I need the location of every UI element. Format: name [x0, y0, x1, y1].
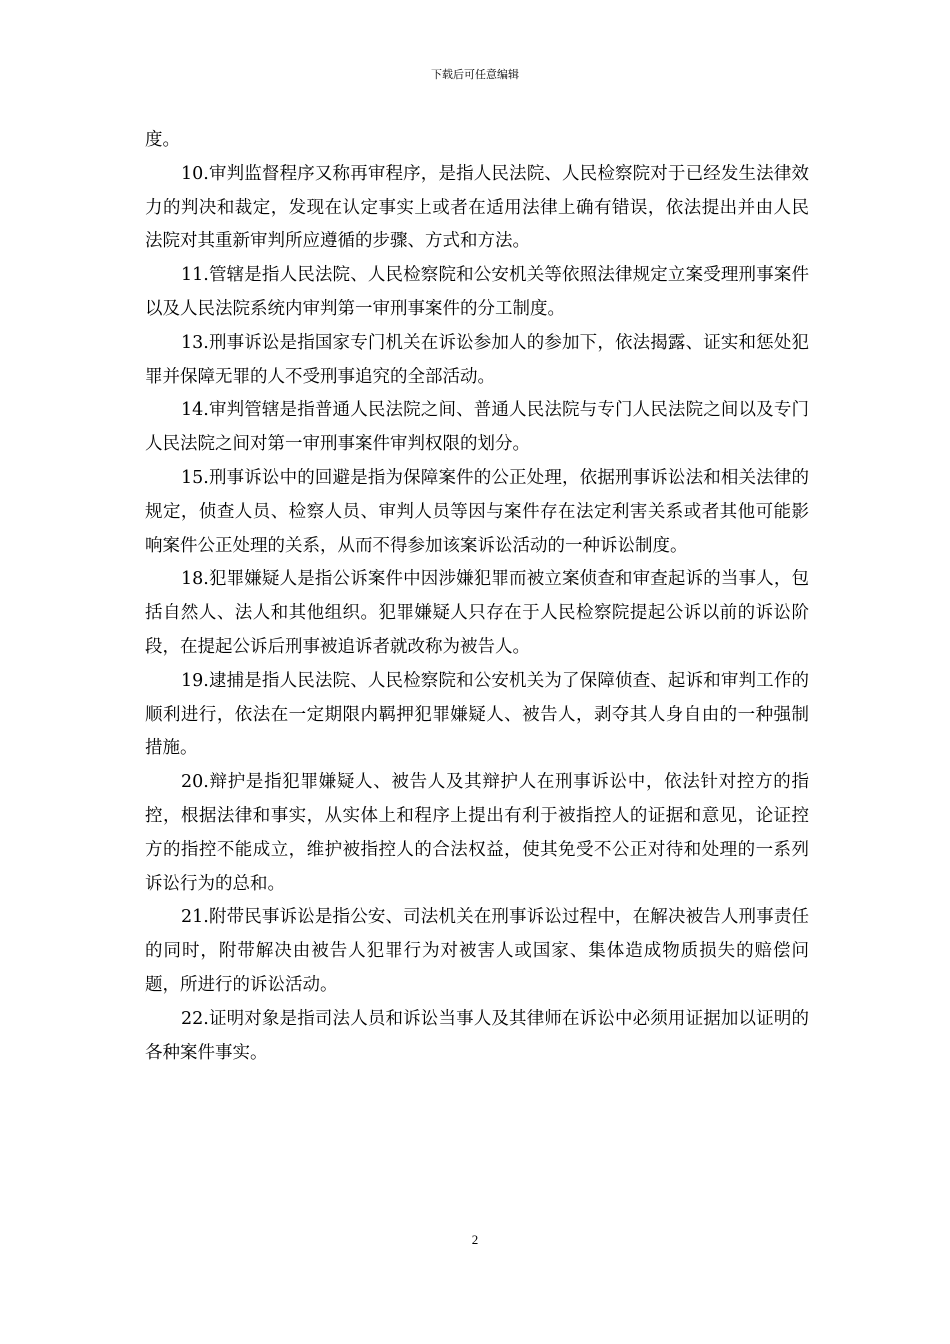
paragraph-definition: 22.证明对象是指司法人员和诉讼当事人及其律师在诉讼中必须用证据加以证明的各种案件事实。: [145, 1008, 809, 1063]
paragraph-definition: 20.辩护是指犯罪嫌疑人、被告人及其辩护人在刑事诉讼中，依法针对控方的指控，根据法律和事实，从实体上和程序上提出有利于被指控人的证据和意见，论证控方的指控不能成立，维护被指控人的合法权益，使其免受不公正对待和处理的一系列诉讼行为的总和。: [145, 772, 809, 894]
paragraph-definition: 10.审判监督程序又称再审程序，是指人民法院、人民检察院对于已经发生法律效力的判决和裁定，发现在认定事实上或者在适用法律上确有错误，依法提出并由人民法院对其重新审判所应遵循的步骤、方式和方法。: [145, 163, 809, 252]
paragraph-continuation: 度。: [145, 130, 180, 150]
paragraph-definition: 19.逮捕是指人民法院、人民检察院和公安机关为了保障侦查、起诉和审判工作的顺利进行，依法在一定期限内羁押犯罪嫌疑人、被告人，剥夺其人身自由的一种强制措施。: [145, 670, 809, 759]
paragraph-definition: 15.刑事诉讼中的回避是指为保障案件的公正处理，依据刑事诉讼法和相关法律的规定，侦查人员、检察人员、审判人员等因与案件存在法定利害关系或者其他可能影响案件公正处理的关系，从而不得参加该案诉讼活动的一种诉讼制度。: [145, 467, 809, 556]
paragraph-definition: 14.审判管辖是指普通人民法院之间、普通人民法院与专门人民法院之间以及专门人民法院之间对第一审刑事案件审判权限的划分。: [145, 400, 809, 455]
paragraph-definition: 21.附带民事诉讼是指公安、司法机关在刑事诉讼过程中，在解决被告人刑事责任的同时，附带解决由被告人犯罪行为对被害人或国家、集体造成物质损失的赔偿问题，所进行的诉讼活动。: [145, 907, 809, 995]
paragraph-definition: 18.犯罪嫌疑人是指公诉案件中因涉嫌犯罪而被立案侦查和审查起诉的当事人，包括自然人、法人和其他组织。犯罪嫌疑人只存在于人民检察院提起公诉以前的诉讼阶段，在提起公诉后刑事被追诉者就改称为被告人。: [145, 569, 809, 657]
page-number: 2: [471, 1232, 479, 1247]
paragraph-definition: 11.管辖是指人民法院、人民检察院和公安机关等依照法律规定立案受理刑事案件以及人民法院系统内审判第一审刑事案件的分工制度。: [145, 265, 809, 319]
page-header: 下载后可任意编辑: [431, 68, 519, 81]
document-body: [145, 124, 809, 1070]
paragraph-definition: 13.刑事诉讼是指国家专门机关在诉讼参加人的参加下，依法揭露、证实和惩处犯罪并保障无罪的人不受刑事追究的全部活动。: [145, 332, 809, 387]
